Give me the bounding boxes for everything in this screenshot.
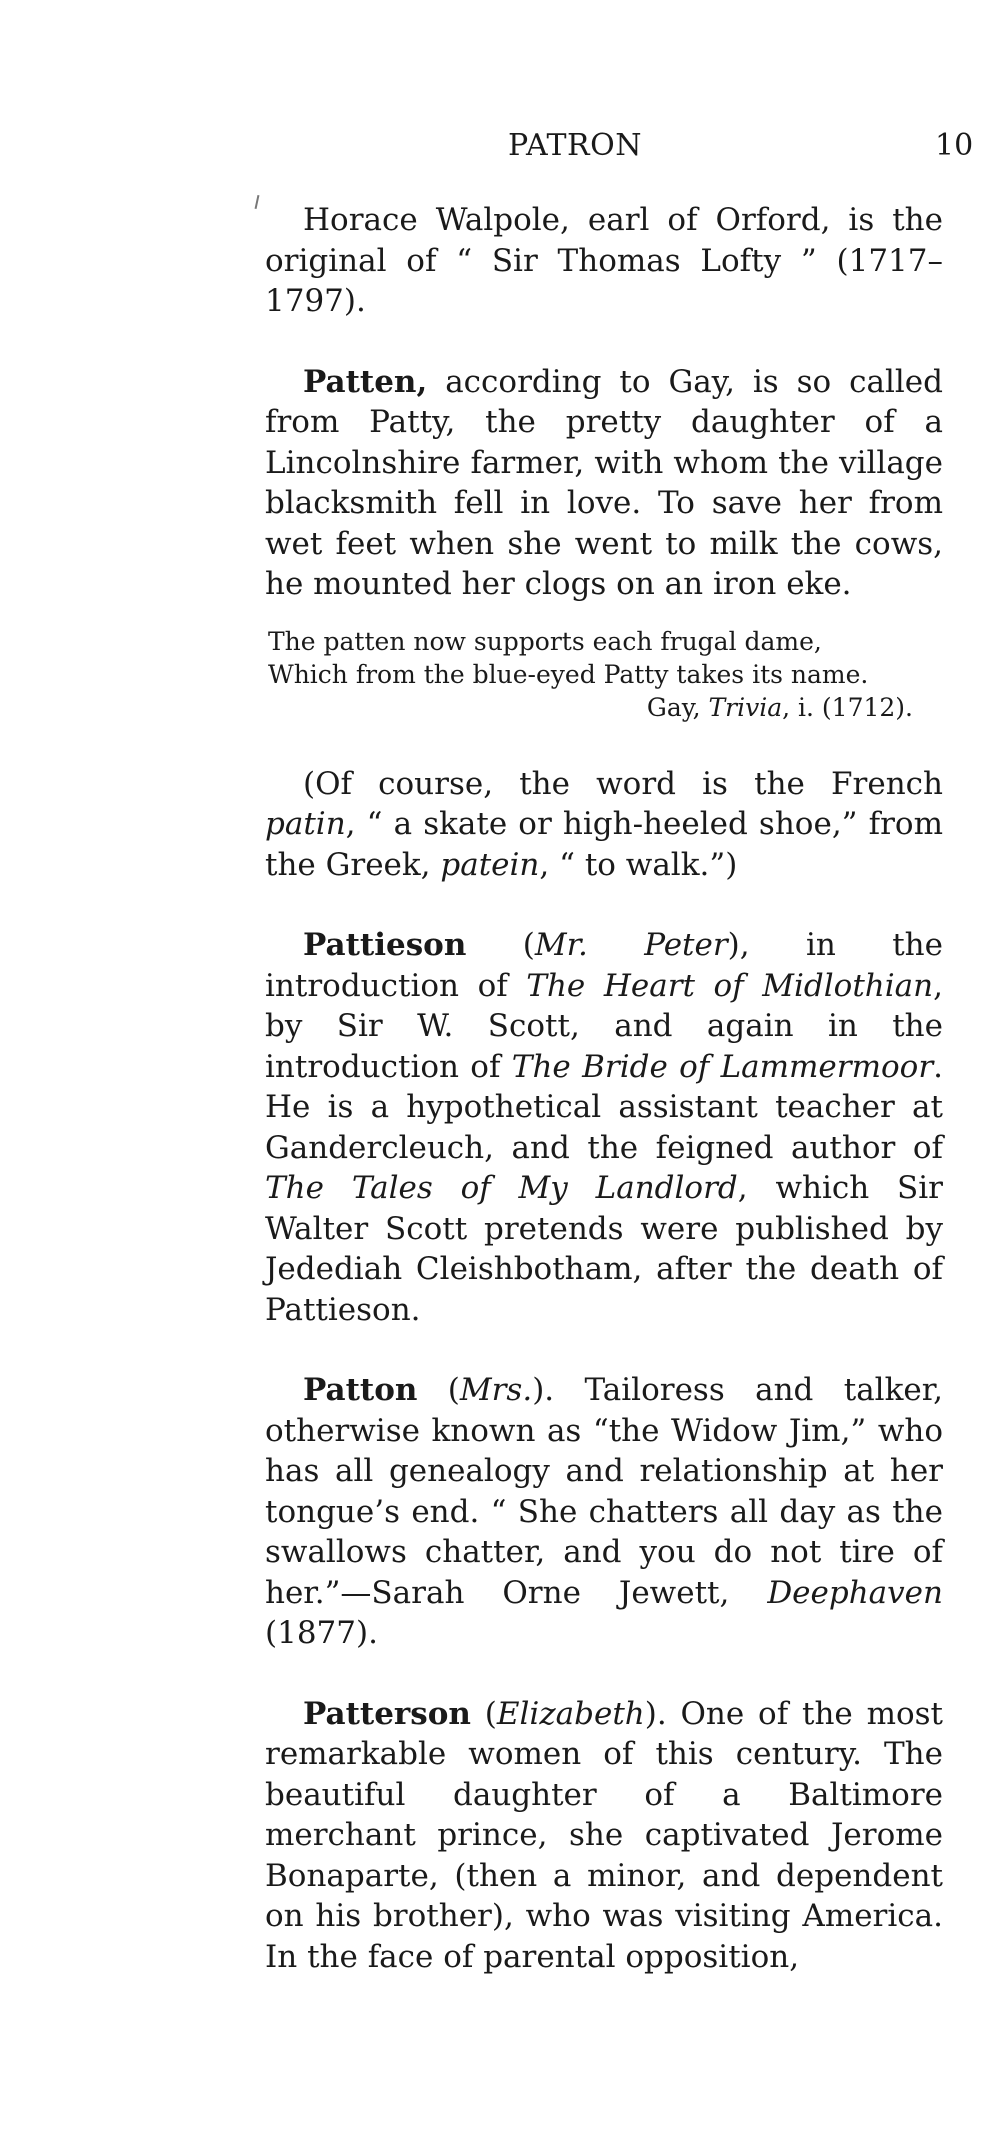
patterson-text-2: ). One of the most remarkable women of this century. The beautiful daughter of a Baltimore merchant prince, she captivated Jerome Bonaparte, (then a minor, and dependent on his brother), who was visiting America. In the face of parental opposition, [265, 1695, 944, 1975]
citation-work: Trivia [708, 692, 783, 722]
stray-mark [255, 195, 260, 209]
note-open: (Of course, the word is the French [303, 765, 943, 802]
pattieson-text-2: ), in the introduction of [265, 927, 943, 1004]
note-patin: patin [265, 806, 346, 842]
patton-italic-1: Mrs. [459, 1372, 533, 1408]
patten-etymology-note [265, 764, 943, 886]
patton-italic-2: Deephaven [767, 1574, 943, 1611]
entry-patton [265, 1370, 943, 1654]
verse-line-2: Which from the blue-eyed Patty takes its name. [268, 659, 869, 689]
page-number: 10 [935, 128, 974, 163]
headword-pattieson: Pattieson [303, 927, 467, 963]
entry-patten [265, 362, 943, 605]
headword-patten: Patten, [303, 363, 428, 400]
patton-text-1: ( [417, 1372, 460, 1408]
patterson-text-1: ( [470, 1695, 497, 1732]
running-title: PATRON [508, 128, 642, 163]
pattieson-text-4: . He is a hypothetical assistant teacher at Gandercleuch, and the feigned author of [265, 1048, 943, 1166]
pattieson-italic-1: Mr. Peter [534, 927, 728, 963]
citation-rest: , i. (1712). [782, 692, 913, 722]
note-patein: patein [440, 846, 540, 883]
entry-patterson [265, 1694, 943, 1978]
text-column [265, 200, 943, 1977]
pattieson-italic-4: The Tales of My Landlord [265, 1170, 738, 1206]
patton-text-2: ). Tailoress and talker, otherwise known as “the Widow Jim,” who has all genealogy and relationship at her tongue’s end. “ She chatters all day as the swallows chatter, and you do not tire of her.”—Sarah Orne Jewett, [265, 1372, 943, 1611]
verse-citation [268, 691, 943, 724]
headword-patterson: Patterson [303, 1695, 471, 1732]
walpole-text: Horace Walpole, earl of Orford, is the original of “ Sir Thomas Lofty ” (1717–1797). [265, 202, 943, 319]
note-mid: , “ a skate or high-heeled shoe,” from the Greek, [265, 806, 943, 883]
pattieson-text-3: , by Sir W. Scott, and again in the introduction of [265, 967, 943, 1085]
patten-text: according to Gay, is so called from Patty, the pretty daughter of a Lincolnshire farmer, with whom the village blacksmith fell in love. To save her from wet feet when she went to milk the cows, he mounted her clogs on an iron eke. [265, 363, 943, 602]
pattieson-italic-3: The Bride of Lammermoor [511, 1048, 934, 1085]
entry-pattieson [265, 925, 943, 1330]
note-close: , “ to walk.”) [539, 846, 738, 883]
headword-patton: Patton [303, 1372, 418, 1408]
patterson-italic-1: Elizabeth [496, 1695, 645, 1732]
pattieson-text-5: , which Sir Walter Scott pretends were published by Jedediah Cleishbotham, after the death of Pattieson. [265, 1170, 943, 1328]
citation-author: Gay, [646, 692, 709, 722]
entry-walpole-continuation [265, 200, 943, 322]
verse-quote [265, 625, 943, 724]
running-head [0, 128, 1000, 172]
pattieson-text-1: ( [466, 927, 535, 963]
pattieson-italic-2: The Heart of Midlothian [526, 967, 934, 1004]
patton-text-3: (1877). [265, 1615, 378, 1651]
verse-line-1: The patten now supports each frugal dame, [268, 626, 822, 656]
